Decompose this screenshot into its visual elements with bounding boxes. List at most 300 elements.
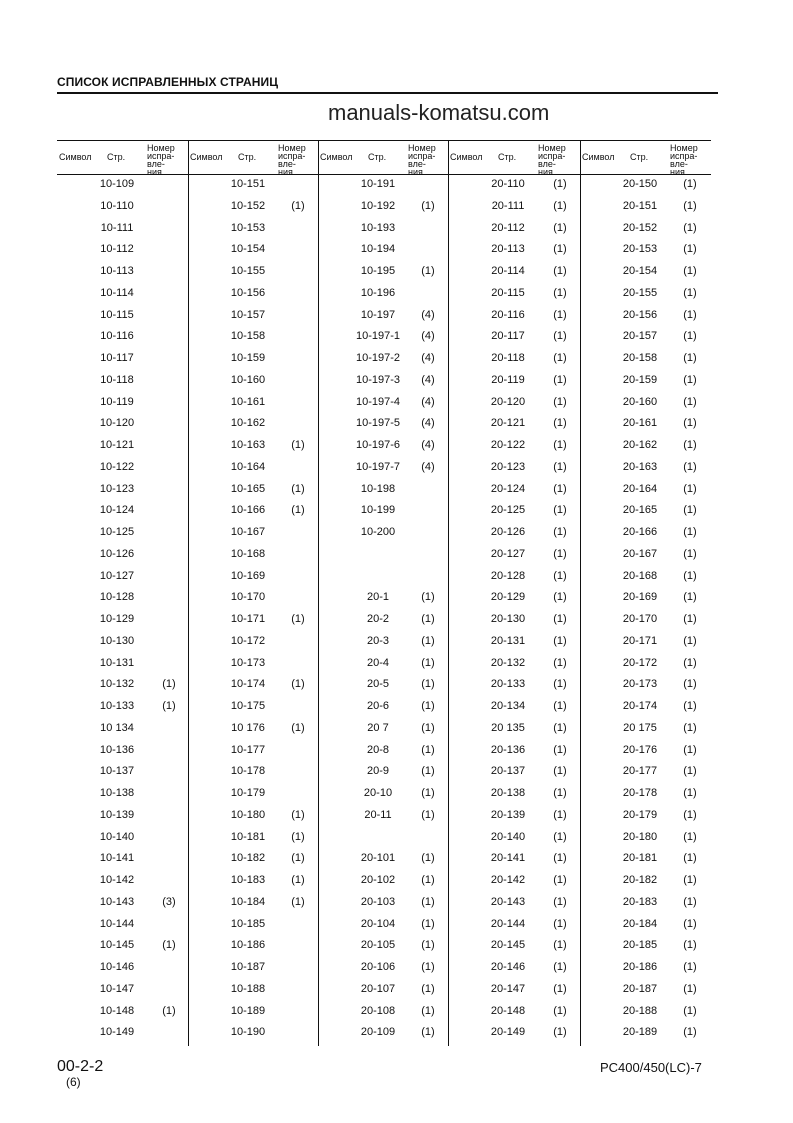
revision-number: (1) bbox=[553, 569, 567, 582]
revision-number: (4) bbox=[421, 417, 435, 430]
page-number: 10-129 bbox=[99, 613, 135, 625]
revision-number: (4) bbox=[421, 330, 435, 343]
page-number: 10-180 bbox=[230, 808, 266, 821]
revision-number: (1) bbox=[683, 373, 697, 386]
page-number: 10-142 bbox=[99, 874, 135, 886]
page-number: 20-121 bbox=[490, 417, 526, 430]
revision-number: (1) bbox=[553, 460, 567, 473]
model-code: PC400/450(LC)-7 bbox=[600, 1060, 702, 1075]
page-number: 10-153 bbox=[230, 221, 266, 234]
column-divider bbox=[448, 140, 449, 1046]
revision-number: (1) bbox=[553, 852, 567, 865]
page-number: 20-146 bbox=[490, 961, 526, 973]
header-revision-line: испра- bbox=[408, 151, 436, 161]
page-number: 10-159 bbox=[230, 352, 266, 364]
page-title: СПИСОК ИСПРАВЛЕННЫХ СТРАНИЦ bbox=[57, 75, 279, 89]
page-number: 20-166 bbox=[622, 526, 658, 538]
page-number: 20 135 bbox=[491, 721, 525, 734]
revision-number: (1) bbox=[421, 199, 435, 212]
page-number: 10-114 bbox=[100, 286, 134, 299]
page-number: 10-111 bbox=[100, 221, 134, 234]
header-revision-line: ния bbox=[538, 167, 553, 177]
revision-number: (1) bbox=[553, 830, 567, 843]
page-number: 20-132 bbox=[490, 656, 526, 669]
header-page: Стр. bbox=[630, 152, 649, 162]
page-number: 20-109 bbox=[360, 1026, 396, 1039]
revision-number: (1) bbox=[291, 830, 305, 843]
page-number: 20-107 bbox=[360, 982, 396, 995]
page-number: 10-125 bbox=[99, 526, 135, 538]
page-number: 20-186 bbox=[622, 961, 658, 973]
page-number: 20-127 bbox=[490, 547, 526, 560]
column-divider bbox=[318, 140, 319, 1046]
revision-number: (1) bbox=[553, 1026, 567, 1039]
page-number: 20-185 bbox=[622, 939, 658, 952]
header-symbol: Символ bbox=[582, 152, 615, 162]
page-number: 10-197-2 bbox=[355, 352, 401, 364]
page-number: 20-115 bbox=[491, 286, 525, 299]
page-number: 20-183 bbox=[622, 895, 658, 908]
revision-number: (1) bbox=[421, 613, 435, 625]
revision-number: (1) bbox=[683, 330, 697, 343]
page-number: 20-2 bbox=[366, 613, 390, 625]
revision-number: (1) bbox=[683, 917, 697, 930]
header-revision-line: ния bbox=[278, 167, 293, 177]
header-revision-number bbox=[538, 144, 566, 176]
revision-number: (1) bbox=[553, 352, 567, 364]
page-number: 20 175 bbox=[623, 721, 657, 734]
page-number: 20-117 bbox=[491, 330, 525, 343]
page-number: 20-139 bbox=[490, 808, 526, 821]
header-revision-line: вле- bbox=[408, 159, 426, 169]
page-number: 20-173 bbox=[622, 678, 658, 691]
page-number: 10-119 bbox=[100, 395, 134, 408]
revision-number: (1) bbox=[553, 743, 567, 756]
header-revision-line: ния bbox=[408, 167, 423, 177]
page-number: 10-152 bbox=[230, 199, 266, 212]
revision-number: (1) bbox=[683, 460, 697, 473]
page-number: 10-118 bbox=[100, 373, 134, 386]
page-number: 20-164 bbox=[622, 482, 658, 495]
page-number: 20-184 bbox=[622, 917, 658, 930]
page-number: 10-198 bbox=[360, 482, 396, 495]
revision-number: (1) bbox=[683, 808, 697, 821]
page-number: 20-131 bbox=[490, 634, 526, 647]
page-number: 10-189 bbox=[230, 1004, 266, 1017]
column-divider bbox=[188, 140, 189, 1046]
header-symbol: Символ bbox=[59, 152, 92, 162]
page-number: 20-148 bbox=[490, 1004, 526, 1017]
revision-number: (1) bbox=[683, 178, 697, 190]
page-number: 20-159 bbox=[622, 373, 658, 386]
revision-number: (1) bbox=[683, 895, 697, 908]
header-revision-number bbox=[408, 144, 436, 176]
page-number: 10 134 bbox=[100, 721, 134, 734]
page-number: 10-137 bbox=[99, 765, 135, 778]
page-number: 20-125 bbox=[490, 504, 526, 517]
revision-number: (1) bbox=[683, 787, 697, 799]
page-number: 20-113 bbox=[491, 243, 525, 256]
page-number: 20-167 bbox=[622, 547, 658, 560]
revision-number: (1) bbox=[683, 721, 697, 734]
page-number: 20-9 bbox=[366, 765, 390, 778]
revision-number: (1) bbox=[553, 265, 567, 277]
revision-number: (1) bbox=[683, 852, 697, 865]
page-number: 10-167 bbox=[230, 526, 266, 538]
revision-number: (1) bbox=[421, 917, 435, 930]
revision-number: (1) bbox=[683, 874, 697, 886]
revision-number: (1) bbox=[553, 613, 567, 625]
page-number: 10-140 bbox=[99, 830, 135, 843]
revision-number: (1) bbox=[683, 678, 697, 691]
page-number: 20-104 bbox=[360, 917, 396, 930]
page-number: 20-170 bbox=[622, 613, 658, 625]
page-number: 10-143 bbox=[99, 895, 135, 908]
table-top-rule bbox=[57, 140, 711, 141]
page-number: 20-138 bbox=[490, 787, 526, 799]
page-number: 10-121 bbox=[99, 439, 135, 451]
page-number: 10-133 bbox=[99, 700, 135, 712]
revision-number: (1) bbox=[683, 700, 697, 712]
page-number: 10-187 bbox=[230, 961, 266, 973]
page-number: 20-11 bbox=[364, 808, 392, 821]
page-number: 20-188 bbox=[622, 1004, 658, 1017]
revision-number: (1) bbox=[421, 982, 435, 995]
page-code: 00-2-2 bbox=[57, 1058, 104, 1075]
page-number: 20-162 bbox=[622, 439, 658, 451]
header-revision-number bbox=[670, 144, 698, 176]
page-number: 20-112 bbox=[491, 221, 525, 234]
revision-number: (1) bbox=[291, 852, 305, 865]
page-number: 10-112 bbox=[100, 243, 134, 256]
revision-number: (1) bbox=[421, 1026, 435, 1039]
revision-number: (1) bbox=[553, 330, 567, 343]
header-page: Стр. bbox=[498, 152, 517, 162]
page-number: 10-193 bbox=[360, 221, 396, 234]
header-revision-line: Номер bbox=[278, 143, 306, 153]
revision-number: (1) bbox=[291, 504, 305, 517]
header-revision-line: ния bbox=[147, 167, 162, 177]
header-revision-line: испра- bbox=[278, 151, 306, 161]
page-number: 10-161 bbox=[230, 395, 266, 408]
revision-number: (4) bbox=[421, 308, 435, 321]
page-number: 10-148 bbox=[99, 1004, 135, 1017]
revision-number: (1) bbox=[553, 243, 567, 256]
revision-number: (1) bbox=[683, 221, 697, 234]
revision-number: (4) bbox=[421, 352, 435, 364]
revision-number: (1) bbox=[683, 286, 697, 299]
page-number: 10-194 bbox=[360, 243, 396, 256]
revision-number: (1) bbox=[421, 265, 435, 277]
page-number: 20-8 bbox=[366, 743, 390, 756]
revision-number: (1) bbox=[553, 634, 567, 647]
page-number: 10-141 bbox=[99, 852, 135, 865]
watermark-text: manuals-komatsu.com bbox=[328, 100, 550, 125]
header-revision-line: вле- bbox=[147, 159, 165, 169]
revision-number: (1) bbox=[683, 1026, 697, 1039]
page-number: 20 7 bbox=[367, 721, 389, 734]
revision-number: (1) bbox=[683, 482, 697, 495]
page-number: 20-189 bbox=[622, 1026, 658, 1039]
revision-number: (3) bbox=[162, 895, 176, 908]
revision-number: (1) bbox=[421, 808, 435, 821]
page-number: 20-129 bbox=[490, 591, 526, 604]
page-number: 10-197-4 bbox=[355, 395, 401, 408]
revision-number: (1) bbox=[291, 721, 305, 734]
page-number: 10-146 bbox=[99, 961, 135, 973]
header-revision-line: Номер bbox=[670, 143, 698, 153]
revision-number: (1) bbox=[553, 721, 567, 734]
page-number: 10-197 bbox=[360, 308, 396, 321]
page-number: 10-190 bbox=[230, 1026, 266, 1039]
page-number: 10-163 bbox=[230, 439, 266, 451]
page-number: 20-10 bbox=[363, 787, 393, 799]
revision-number: (1) bbox=[683, 352, 697, 364]
page-number: 10-124 bbox=[99, 504, 135, 517]
revision-number: (1) bbox=[683, 743, 697, 756]
header-revision-line: ния bbox=[670, 167, 685, 177]
page-number: 20-168 bbox=[622, 569, 658, 582]
page-number: 20-154 bbox=[622, 265, 658, 277]
page-revision: (6) bbox=[66, 1075, 81, 1089]
page-number: 20-149 bbox=[490, 1026, 526, 1039]
page-number: 10-132 bbox=[99, 678, 135, 691]
page-number: 10-183 bbox=[230, 874, 266, 886]
revision-number: (1) bbox=[553, 286, 567, 299]
revision-number: (1) bbox=[421, 787, 435, 799]
revision-number: (1) bbox=[683, 265, 697, 277]
page-number: 20-114 bbox=[491, 265, 525, 277]
revision-number: (1) bbox=[683, 939, 697, 952]
column-divider bbox=[580, 140, 581, 1046]
page-number: 20-152 bbox=[622, 221, 658, 234]
header-page: Стр. bbox=[107, 152, 126, 162]
page-number: 20-176 bbox=[622, 743, 658, 756]
page-number: 20-143 bbox=[490, 895, 526, 908]
revision-number: (1) bbox=[683, 982, 697, 995]
page-number: 20-106 bbox=[360, 961, 396, 973]
page-number: 20-187 bbox=[622, 982, 658, 995]
revision-number: (1) bbox=[291, 895, 305, 908]
revision-number: (1) bbox=[553, 700, 567, 712]
page-number: 10-178 bbox=[230, 765, 266, 778]
revision-number: (1) bbox=[553, 547, 567, 560]
page-number: 20-150 bbox=[622, 178, 658, 190]
page-number: 10-170 bbox=[230, 591, 266, 604]
page-number: 20-118 bbox=[491, 352, 525, 364]
page-number: 10-110 bbox=[100, 199, 134, 212]
header-symbol: Символ bbox=[320, 152, 353, 162]
revision-number: (1) bbox=[553, 982, 567, 995]
page-number: 20-102 bbox=[360, 874, 396, 886]
revision-number: (1) bbox=[421, 1004, 435, 1017]
page-number: 20-137 bbox=[490, 765, 526, 778]
page-number: 10-185 bbox=[230, 917, 266, 930]
page-number: 20-144 bbox=[490, 917, 526, 930]
revision-number: (1) bbox=[683, 395, 697, 408]
page-number: 20-128 bbox=[490, 569, 526, 582]
page-number: 10-195 bbox=[360, 265, 396, 277]
page-number: 10-197-5 bbox=[355, 417, 401, 430]
page-number: 20-157 bbox=[622, 330, 658, 343]
revision-number: (1) bbox=[553, 808, 567, 821]
header-revision-number bbox=[278, 144, 306, 176]
page-number: 10-131 bbox=[99, 656, 135, 669]
page-number: 20-156 bbox=[622, 308, 658, 321]
revision-number: (1) bbox=[291, 482, 305, 495]
revision-number: (1) bbox=[291, 439, 305, 451]
page-number: 20-110 bbox=[491, 178, 525, 190]
page-number: 10-197-7 bbox=[355, 460, 401, 473]
page-number: 20-145 bbox=[490, 939, 526, 952]
header-revision-line: Номер bbox=[147, 143, 175, 153]
page-number: 20-122 bbox=[490, 439, 526, 451]
revision-number: (1) bbox=[553, 961, 567, 973]
page-number: 20-105 bbox=[360, 939, 396, 952]
header-revision-number bbox=[147, 144, 175, 176]
page-number: 10-128 bbox=[99, 591, 135, 604]
page-number: 10-155 bbox=[230, 265, 266, 277]
page-number: 10-181 bbox=[230, 830, 266, 843]
page-number: 20-116 bbox=[491, 308, 525, 321]
header-symbol: Символ bbox=[190, 152, 223, 162]
page-number: 10-174 bbox=[230, 678, 266, 691]
revision-number: (1) bbox=[683, 439, 697, 451]
revision-number: (1) bbox=[683, 504, 697, 517]
revision-number: (1) bbox=[553, 939, 567, 952]
page-number: 20-119 bbox=[491, 373, 525, 386]
page-number: 10-139 bbox=[99, 808, 135, 821]
revision-number: (1) bbox=[421, 939, 435, 952]
revision-number: (1) bbox=[553, 787, 567, 799]
revision-number: (1) bbox=[291, 874, 305, 886]
revision-number: (1) bbox=[162, 700, 176, 712]
revision-number: (1) bbox=[683, 830, 697, 843]
page-number: 20-134 bbox=[490, 700, 526, 712]
page-number: 10-184 bbox=[230, 895, 266, 908]
revision-number: (4) bbox=[421, 460, 435, 473]
page-number: 20-181 bbox=[622, 852, 658, 865]
page-number: 10-113 bbox=[100, 265, 134, 277]
revision-number: (1) bbox=[162, 1004, 176, 1017]
revision-number: (1) bbox=[683, 308, 697, 321]
header-revision-line: вле- bbox=[670, 159, 688, 169]
revision-number: (1) bbox=[553, 373, 567, 386]
page-number: 20-180 bbox=[622, 830, 658, 843]
header-revision-line: вле- bbox=[538, 159, 556, 169]
page-number: 10-171 bbox=[230, 613, 266, 625]
page-number: 20-141 bbox=[490, 852, 526, 865]
page-number: 20-3 bbox=[366, 634, 390, 647]
page-number: 10-160 bbox=[230, 373, 266, 386]
header-revision-line: вле- bbox=[278, 159, 296, 169]
revision-number: (1) bbox=[553, 895, 567, 908]
page-number: 10-154 bbox=[230, 243, 266, 256]
header-symbol: Символ bbox=[450, 152, 483, 162]
page-number: 10-197-3 bbox=[355, 373, 401, 386]
revision-number: (1) bbox=[553, 395, 567, 408]
page-number: 10-149 bbox=[99, 1026, 135, 1039]
revision-number: (1) bbox=[683, 547, 697, 560]
revision-number: (1) bbox=[553, 874, 567, 886]
revision-number: (1) bbox=[553, 417, 567, 430]
revision-number: (1) bbox=[421, 634, 435, 647]
page-number: 10-191 bbox=[360, 178, 396, 190]
header-revision-line: испра- bbox=[147, 151, 175, 161]
page-number: 10-127 bbox=[99, 569, 135, 582]
revision-number: (1) bbox=[683, 199, 697, 212]
page-number: 20-147 bbox=[490, 982, 526, 995]
page-number: 20-126 bbox=[490, 526, 526, 538]
page-number: 10-192 bbox=[360, 199, 396, 212]
page-number: 10-144 bbox=[99, 917, 135, 930]
revision-number: (1) bbox=[683, 634, 697, 647]
page-number: 10-188 bbox=[230, 982, 266, 995]
page-number: 10-122 bbox=[99, 460, 135, 473]
page-number: 10-157 bbox=[230, 308, 266, 321]
page-number: 20-161 bbox=[622, 417, 658, 430]
revision-number: (1) bbox=[421, 721, 435, 734]
page-number: 10-164 bbox=[230, 460, 266, 473]
header-page: Стр. bbox=[238, 152, 257, 162]
page-number: 20-123 bbox=[490, 460, 526, 473]
revision-number: (1) bbox=[553, 504, 567, 517]
page-number: 20-5 bbox=[366, 678, 390, 691]
revision-number: (1) bbox=[421, 678, 435, 691]
revision-number: (1) bbox=[553, 678, 567, 691]
revision-number: (1) bbox=[553, 439, 567, 451]
page-number: 20-163 bbox=[622, 460, 658, 473]
page-number: 10-147 bbox=[99, 982, 135, 995]
revision-number: (4) bbox=[421, 395, 435, 408]
page-number: 10-200 bbox=[360, 526, 396, 538]
revision-number: (1) bbox=[683, 656, 697, 669]
revision-number: (1) bbox=[421, 591, 435, 604]
page-number: 20-108 bbox=[360, 1004, 396, 1017]
revision-number: (1) bbox=[553, 199, 567, 212]
header-revision-line: Номер bbox=[538, 143, 566, 153]
revision-number: (1) bbox=[683, 765, 697, 778]
page-number: 20-140 bbox=[490, 830, 526, 843]
revision-number: (1) bbox=[291, 678, 305, 691]
revision-number: (1) bbox=[553, 656, 567, 669]
page-number: 10-179 bbox=[230, 787, 266, 799]
page-number: 10-145 bbox=[99, 939, 135, 952]
revision-number: (1) bbox=[553, 765, 567, 778]
page-number: 10-151 bbox=[230, 178, 266, 190]
page-number: 10-116 bbox=[100, 330, 134, 343]
revision-number: (1) bbox=[553, 482, 567, 495]
page-number: 10-197-1 bbox=[355, 330, 401, 343]
page-number: 20-133 bbox=[490, 678, 526, 691]
revision-number: (1) bbox=[683, 569, 697, 582]
page-number: 20-151 bbox=[622, 199, 658, 212]
page-number: 10-199 bbox=[360, 504, 396, 517]
page-number: 10-162 bbox=[230, 417, 266, 430]
page-number: 20-111 bbox=[491, 199, 525, 212]
page-number: 10-175 bbox=[230, 700, 266, 712]
revision-number: (1) bbox=[553, 526, 567, 538]
revision-number: (1) bbox=[421, 874, 435, 886]
revision-number: (1) bbox=[683, 961, 697, 973]
page-number: 10-123 bbox=[99, 482, 135, 495]
revision-number: (4) bbox=[421, 439, 435, 451]
revision-number: (1) bbox=[421, 852, 435, 865]
page-number: 20-171 bbox=[622, 634, 658, 647]
revision-number: (1) bbox=[291, 199, 305, 212]
revision-number: (1) bbox=[421, 895, 435, 908]
revision-number: (1) bbox=[683, 417, 697, 430]
